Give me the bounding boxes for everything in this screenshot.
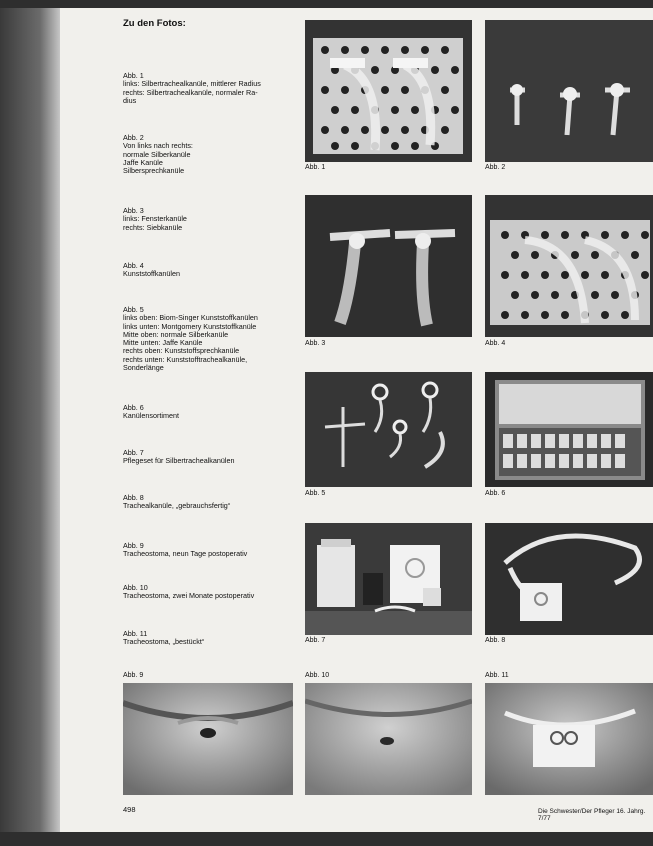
caption-abb-3: Abb. 3 (305, 340, 326, 347)
photo-abb-7 (305, 523, 472, 635)
entry-line: Mitte unten: Jaffe Kanüle (123, 338, 203, 348)
caption-entry (123, 494, 295, 511)
entry-line: Kanülensortiment (123, 411, 179, 421)
entry-line: Tracheostoma, zwei Monate postoperativ (123, 591, 255, 601)
entry-label: Abb. 8 (123, 493, 144, 502)
caption-entry (123, 404, 295, 421)
caption-entry (123, 449, 295, 466)
entry-line: dius (123, 95, 137, 105)
entry-line: links oben: Biom-Singer Kunststoffkanülen (123, 313, 258, 323)
caption-abb-10: Abb. 10 (305, 672, 330, 679)
photo-abb-1 (305, 20, 472, 162)
entry-line: rechts: Silbertrachealkanüle, normaler Ra- (123, 87, 258, 97)
entry-label: Abb. 4 (123, 261, 144, 270)
journal-footer: Die Schwester/Der Pfleger 16. Jahrg. 7/77 (538, 808, 646, 822)
caption-abb-7: Abb. 7 (305, 637, 326, 644)
entry-line: Kunststoffkanülen (123, 269, 181, 279)
entry-label: Abb. 6 (123, 403, 144, 412)
entry-line: normale Silberkanüle (123, 149, 191, 159)
caption-entry (123, 134, 295, 175)
caption-abb-5: Abb. 5 (305, 490, 326, 497)
entry-label: Abb. 2 (123, 133, 144, 142)
photo-abb-2 (485, 20, 653, 162)
entry-label: Abb. 7 (123, 448, 144, 457)
entry-line: rechts: Siebkanüle (123, 222, 183, 232)
entry-line: rechts oben: Kunststoffsprechkanüle (123, 346, 240, 356)
entry-label: Abb. 3 (123, 206, 144, 215)
caption-entry (123, 542, 295, 559)
entry-line: links: Silbertrachealkanüle, mittlerer Radius (123, 79, 261, 89)
photo-abb-11 (485, 683, 653, 795)
entry-line: links: Fensterkanüle (123, 214, 187, 224)
page-number: 498 (123, 805, 136, 814)
entry-label: Abb. 1 (123, 71, 144, 80)
photo-abb-4 (485, 195, 653, 337)
entry-line: Tracheostoma, „bestückt“ (123, 637, 205, 647)
caption-entry (123, 72, 295, 105)
caption-abb-6: Abb. 6 (485, 490, 506, 497)
entry-line: Tracheostoma, neun Tage postoperativ (123, 549, 248, 559)
caption-entry (123, 630, 295, 647)
entry-line: rechts unten: Kunststofftrachealkanüle, (123, 354, 248, 364)
entry-label: Abb. 10 (123, 583, 148, 592)
entry-line: links unten: Montgomery Kunststoffkanüle (123, 321, 257, 331)
photo-abb-8 (485, 523, 653, 635)
caption-entry (123, 306, 295, 372)
caption-abb-11: Abb. 11 (485, 672, 509, 679)
entry-line: Silbersprechkanüle (123, 166, 185, 176)
caption-abb-2: Abb. 2 (485, 164, 506, 171)
entry-line: Pflegeset für Silbertrachealkanülen (123, 456, 235, 466)
photo-abb-9 (123, 683, 293, 795)
caption-abb-9: Abb. 9 (123, 672, 144, 679)
entry-line: Jaffe Kanüle (123, 157, 163, 167)
caption-abb-8: Abb. 8 (485, 637, 506, 644)
caption-abb-4: Abb. 4 (485, 340, 506, 347)
entry-line: Trachealkanüle, „gebrauchsfertig“ (123, 501, 231, 511)
entry-label: Abb. 11 (123, 629, 148, 638)
entry-line: Sonderlänge (123, 363, 164, 373)
entry-line: Mitte oben: normale Silberkanüle (123, 329, 229, 339)
photo-abb-3 (305, 195, 472, 337)
photo-abb-5 (305, 372, 472, 487)
entry-label: Abb. 5 (123, 305, 144, 314)
caption-entry (123, 262, 295, 279)
page-title: Zu den Fotos: (123, 18, 186, 29)
photo-abb-6 (485, 372, 653, 487)
caption-entry (123, 207, 295, 232)
caption-abb-1: Abb. 1 (305, 164, 326, 171)
entry-label: Abb. 9 (123, 541, 144, 550)
caption-entry (123, 584, 295, 601)
photo-abb-10 (305, 683, 472, 795)
entry-line: Von links nach rechts: (123, 141, 193, 151)
